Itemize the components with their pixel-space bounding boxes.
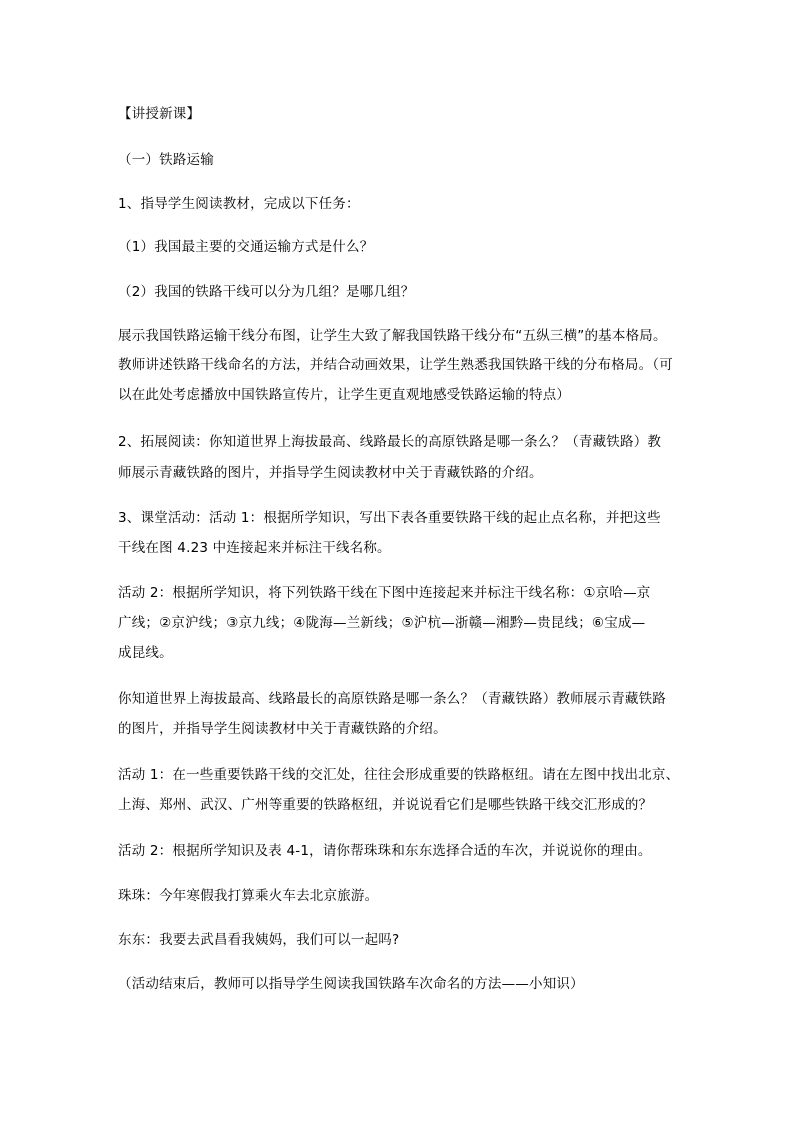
paragraph-10: （活动结束后，教师可以指导学生阅读我国铁路车次命名的方法——小知识） <box>118 976 584 992</box>
paragraph-4-line-2: 广线；②京沪线；③京九线；④陇海—兰新线；⑤沪杭—浙赣—湘黔—贵昆线；⑥宝成— <box>118 615 646 631</box>
paragraph-3-line-1: 3、课堂活动：活动 1：根据所学知识，写出下表各重要铁路干线的起止点名称，并把这些 <box>118 510 661 526</box>
paragraph-1-line-2: 教师讲述铁路干线命名的方法，并结合动画效果，让学生熟悉我国铁路干线的分布格局。（可 <box>118 357 673 373</box>
paragraph-5-line-1: 你知道世界上海拔最高、线路最长的高原铁路是哪一条么？（青藏铁路）教师展示青藏铁路 <box>118 691 666 707</box>
question-2: （2）我国的铁路干线可以分为几组？是哪几组？ <box>118 284 415 300</box>
paragraph-4-line-1: 活动 2：根据所学知识，将下列铁路干线在下图中连接起来并标注干线名称：①京哈—京 <box>118 585 651 601</box>
paragraph-4-line-3: 成昆线。 <box>118 645 173 661</box>
task-intro: 1、指导学生阅读教材，完成以下任务： <box>118 196 360 212</box>
paragraph-2-line-1: 2、拓展阅读：你知道世界上海拔最高、线路最长的高原铁路是哪一条么？（青藏铁路）教 <box>118 434 662 450</box>
lesson-heading: 【讲授新课】 <box>118 106 201 122</box>
paragraph-6-line-2: 上海、郑州、武汉、广州等重要的铁路枢纽，并说说看它们是哪些铁路干线交汇形成的？ <box>118 797 653 813</box>
paragraph-1-line-3: 以在此处考虑播放中国铁路宣传片，让学生更直观地感受铁路运输的特点） <box>118 387 571 403</box>
paragraph-5-line-2: 的图片，并指导学生阅读教材中关于青藏铁路的介绍。 <box>118 721 447 737</box>
question-1: （1）我国最主要的交通运输方式是什么？ <box>118 239 374 255</box>
paragraph-6-line-1: 活动 1：在一些重要铁路干线的交汇处，往往会形成重要的铁路枢纽。请在左图中找出北京、 <box>118 767 680 783</box>
paragraph-3-line-2: 干线在图 4.23 中连接起来并标注干线名称。 <box>118 540 391 556</box>
paragraph-2-line-2: 师展示青藏铁路的图片，并指导学生阅读教材中关于青藏铁路的介绍。 <box>118 465 543 481</box>
section-title: （一）铁路运输 <box>118 152 214 168</box>
paragraph-9: 东东：我要去武昌看我姨妈，我们可以一起吗? <box>118 932 400 948</box>
paragraph-7: 活动 2：根据所学知识及表 4-1，请你帮珠珠和东东选择合适的车次，并说说你的理由。 <box>118 843 652 859</box>
paragraph-8: 珠珠：今年寒假我打算乘火车去北京旅游。 <box>118 888 379 904</box>
paragraph-1-line-1: 展示我国铁路运输干线分布图，让学生大致了解我国铁路干线分布“五纵三横”的基本格局。 <box>118 328 667 344</box>
